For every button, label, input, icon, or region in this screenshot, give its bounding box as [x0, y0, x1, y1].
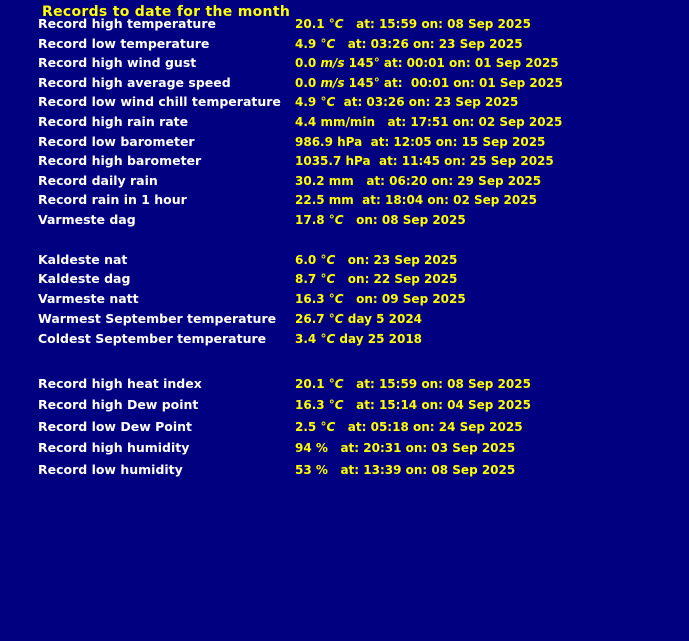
- record-label: Varmeste natt: [38, 291, 139, 307]
- record-value-datetime: at: 03:26 on: 23 Sep 2025: [335, 95, 519, 110]
- record-label: Record low Dew Point: [38, 418, 192, 434]
- record-value-number: 16.3: [295, 398, 329, 413]
- record-label: Record high humidity: [38, 440, 190, 456]
- record-value-unit: %: [315, 462, 328, 477]
- page-title: Records to date for the month: [42, 4, 291, 20]
- record-label: Record high temperature: [38, 16, 216, 31]
- record-row: [38, 75, 683, 95]
- record-row: [38, 173, 683, 193]
- record-value-unit: °C: [328, 311, 344, 326]
- record-row: [38, 153, 683, 173]
- record-value: [295, 463, 515, 477]
- record-value: [295, 135, 545, 149]
- record-label: Coldest September temperature: [38, 330, 267, 346]
- record-value-unit: mm/min: [320, 114, 375, 129]
- record-label: Kaldeste nat: [38, 251, 128, 267]
- record-value-number: 16.3: [295, 292, 329, 307]
- record-value: [295, 154, 554, 168]
- record-value-number: 4.4: [295, 114, 321, 129]
- record-value: [295, 174, 541, 188]
- record-value: [295, 37, 523, 51]
- record-value-unit: mm: [328, 173, 354, 188]
- record-value-unit: °C: [328, 398, 344, 413]
- record-value-number: 20.1: [295, 376, 329, 391]
- record-value-number: 6.0: [295, 252, 321, 267]
- record-value-number: 17.8: [295, 212, 329, 227]
- record-value-unit: m/s: [320, 56, 345, 71]
- record-value-number: 30.2: [295, 173, 329, 188]
- record-label: Record high heat index: [38, 375, 202, 391]
- record-value: [295, 213, 466, 227]
- record-value: [295, 115, 562, 129]
- record-value-number: 0.0: [295, 75, 321, 90]
- record-value-unit: °C: [328, 212, 344, 227]
- record-label: Record rain in 1 hour: [38, 192, 187, 208]
- record-value-number: 2.5: [295, 419, 321, 434]
- record-value-datetime: at: 06:20 on: 29 Sep 2025: [353, 173, 542, 188]
- record-label: Record high Dew point: [38, 397, 199, 413]
- record-value-datetime: at: 05:18 on: 24 Sep 2025: [335, 419, 523, 434]
- record-value-datetime: at: 17:51 on: 02 Sep 2025: [375, 114, 563, 129]
- record-value: [295, 398, 531, 412]
- record-label: Record low barometer: [38, 133, 195, 149]
- record-label: Varmeste dag: [38, 211, 136, 227]
- record-value-datetime: at: 03:26 on: 23 Sep 2025: [335, 36, 523, 51]
- record-value: [295, 56, 559, 70]
- record-row: [38, 376, 683, 398]
- record-value-number: 20.1: [295, 17, 329, 31]
- record-value: [295, 292, 466, 306]
- records-section-monthly: [38, 16, 683, 232]
- record-row: [38, 36, 683, 56]
- records-section-seasonal: [38, 252, 683, 351]
- record-value-number: 53: [295, 462, 316, 477]
- record-label: Warmest September temperature: [38, 310, 277, 326]
- record-row: [38, 94, 683, 114]
- record-value-number: 986.9: [295, 134, 338, 149]
- record-value: [295, 17, 531, 31]
- record-value-datetime: at: 15:14 on: 04 Sep 2025: [343, 398, 531, 413]
- record-value-datetime: at: 13:39 on: 08 Sep 2025: [327, 462, 516, 477]
- record-value: [295, 95, 518, 109]
- record-value-number: 22.5: [295, 193, 329, 208]
- record-value-datetime: on: 09 Sep 2025: [343, 292, 466, 307]
- record-value-unit: m/s: [320, 75, 345, 90]
- record-label: Record daily rain: [38, 172, 158, 188]
- record-value-unit: °C: [328, 376, 344, 391]
- record-value-datetime: at: 15:59 on: 08 Sep 2025: [343, 376, 531, 391]
- record-value-number: 0.0: [295, 56, 321, 71]
- record-row: [38, 419, 683, 441]
- record-value: [295, 332, 422, 346]
- record-row: [38, 462, 683, 484]
- record-value-number: 3.4: [295, 331, 321, 346]
- record-value: [295, 193, 537, 207]
- record-label: Record high rain rate: [38, 113, 189, 129]
- record-label: Record high wind gust: [38, 55, 197, 71]
- record-value-unit: °C: [320, 272, 336, 287]
- record-value: [295, 76, 563, 90]
- record-value-number: 1035.7: [295, 154, 346, 169]
- record-row: [38, 55, 683, 75]
- record-row: [38, 311, 683, 331]
- record-value: [295, 420, 523, 434]
- record-value: [295, 272, 457, 286]
- record-value-unit: °C: [320, 252, 336, 267]
- record-label: Record high barometer: [38, 153, 202, 169]
- record-value-number: 26.7: [295, 311, 329, 326]
- record-value-unit: °C: [328, 17, 344, 31]
- record-value-number: 8.7: [295, 272, 321, 287]
- records-list: [38, 16, 683, 483]
- record-value: [295, 377, 531, 391]
- record-value: [295, 312, 422, 326]
- record-value-number: 4.9: [295, 95, 321, 110]
- record-value-datetime: 145° at: 00:01 on: 01 Sep 2025: [344, 56, 559, 71]
- record-value-unit: °C: [320, 331, 336, 346]
- record-label: Record low humidity: [38, 461, 183, 477]
- record-row: [38, 291, 683, 311]
- record-value-unit: °C: [320, 36, 336, 51]
- record-value-datetime: at: 18:04 on: 02 Sep 2025: [353, 193, 537, 208]
- record-row: [38, 271, 683, 291]
- record-row: [38, 192, 683, 212]
- record-row: [38, 16, 683, 36]
- record-row: [38, 114, 683, 134]
- record-row: [38, 212, 683, 232]
- record-value-datetime: at: 11:45 on: 25 Sep 2025: [370, 154, 554, 169]
- record-value-unit: %: [315, 441, 328, 456]
- record-value-unit: °C: [320, 419, 336, 434]
- record-value-unit: hPa: [345, 154, 371, 169]
- record-value-number: 94: [295, 441, 316, 456]
- record-row: [38, 331, 683, 351]
- record-value-unit: °C: [320, 95, 336, 110]
- record-value-unit: mm: [328, 193, 354, 208]
- record-value-datetime: day 25 2018: [335, 331, 423, 346]
- record-value-datetime: at: 20:31 on: 03 Sep 2025: [327, 441, 516, 456]
- record-value-datetime: on: 08 Sep 2025: [343, 212, 466, 227]
- records-section-humidity-dew: [38, 376, 683, 484]
- record-value-number: 4.9: [295, 36, 321, 51]
- record-value-unit: °C: [328, 292, 344, 307]
- record-value-datetime: on: 23 Sep 2025: [335, 252, 458, 267]
- record-label: Kaldeste dag: [38, 271, 131, 287]
- record-value: [295, 253, 457, 267]
- record-row: [38, 134, 683, 154]
- record-label: Record low wind chill temperature: [38, 94, 281, 110]
- record-row: [38, 397, 683, 419]
- record-value: [295, 441, 515, 455]
- record-value-datetime: at: 12:05 on: 15 Sep 2025: [362, 134, 546, 149]
- record-value-datetime: on: 22 Sep 2025: [335, 272, 458, 287]
- record-value-datetime: day 5 2024: [343, 311, 423, 326]
- record-row: [38, 440, 683, 462]
- record-label: Record high average speed: [38, 74, 231, 90]
- record-value-datetime: at: 15:59 on: 08 Sep 2025: [343, 17, 531, 31]
- record-value-datetime: 145° at: 00:01 on: 01 Sep 2025: [344, 75, 563, 90]
- record-row: [38, 252, 683, 272]
- record-value-unit: hPa: [337, 134, 363, 149]
- record-label: Record low temperature: [38, 35, 210, 51]
